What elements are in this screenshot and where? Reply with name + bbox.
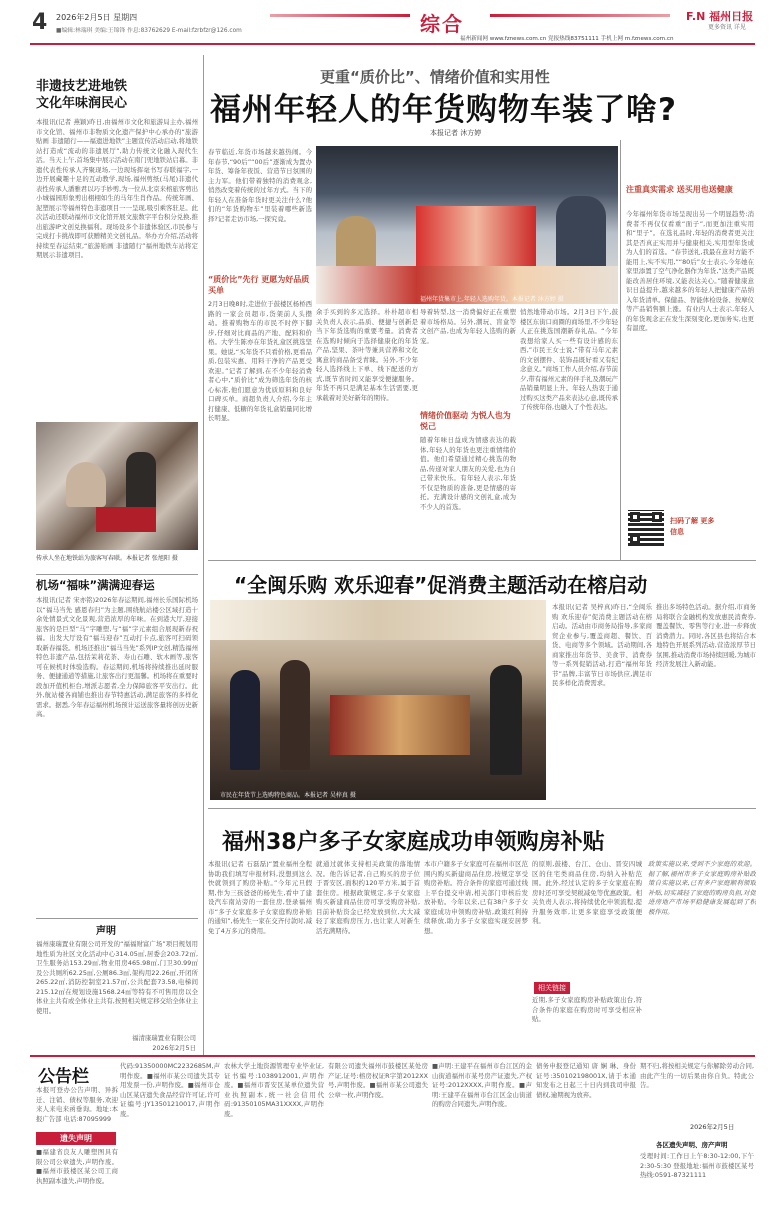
lead-photo-caption: 福州年货集市上,年轻人选购年货。本报记者 沐方婷 摄: [420, 296, 564, 303]
notice-col-3: 有限公司遗失福州市鼓楼区某处房产证,证号:榕房权证R字第2012XX号,声明作废。■福州市某公司遗失公章一枚,声明作废。: [328, 1062, 428, 1099]
notice-signature: 福清康瑞置业有限公司: [132, 1034, 196, 1042]
lead-byline: 本报记者 沐方婷: [430, 129, 482, 137]
newspaper-logo: F.N 福州日报: [686, 10, 754, 23]
mid-photo-caption: 市民在年货节上选购特色商品。本报记者 吴梓真 摄: [220, 792, 356, 799]
lead-body-col3b: 随着年味日益成为情感表达的载体,年轻人的年货也更注重情绪价值。他们希望通过精心挑选的物品,传递对家人朋友的关爱,也为自己带来快乐。有年轻人表示,年货不仅是物质的准备,更是情感的寄托。充满设计感的文创礼盒,成为不少人的首选。: [420, 436, 516, 511]
date-line: 2026年2月5日 星期四: [56, 13, 138, 22]
url-line: 福州新闻网 www.fznews.com.cn 党报热线83751111 手机上网 m.fznews.com.cn: [460, 36, 674, 42]
lead-body-col1: 春节临近,年货市场越来越热闹。今年春节,“90后”“00后”逐渐成为置办年货、筹备年夜饭、营造节日氛围的主力军。他们带着独特的消费观念,悄然改变着传统的过年方式。当下的年轻人在准备年货时更关注什么?他们的“年货购物车”里装着哪些新选择?记者走访市场,一探究竟。: [208, 148, 312, 223]
editor-line: ■编辑:林瑞琪 美编:王锦锋 作息:83762629 E-mail:fzrbfzr@126.com: [56, 28, 242, 34]
site-label: 更多资讯 详见: [708, 24, 746, 31]
related-link-label[interactable]: 相关链接: [534, 982, 570, 994]
notice-col-2: 农林大学土地资源管理专业毕业证,证书编号:1038912001,声明作废。■福州市晋安区某单位遗失营业执照副本,统一社会信用代码:91350105MA31XXXX,声明作废。: [224, 1062, 324, 1118]
lost-notice-body: ■福建省良友人雕塑图具有限公司公章遗失,声明作废。■福州市鼓楼区某公司工商执照副本遗失,声明作废。: [36, 1148, 118, 1185]
lead-title: 福州年轻人的年货购物车装了啥?: [210, 92, 677, 128]
page-number: 4: [32, 10, 48, 35]
notice-board-date: 2026年2月5日: [690, 1123, 735, 1131]
related-link-body: 近期,多子女家庭购房补贴政策出台,符合条件的家庭在购房时可享受相应补贴。: [532, 996, 642, 1023]
side-body: 今年福州年货市场呈现出另一个明显趋势:消费者不再仅仅看重“面子”,而更加注重实用和“里子”。在选礼品时,年轻的消费者更关注其是否真正实用并与健康相关,实用型年货成为人们的首选。“春节送礼,我最在意对方能不能用上,实不实用,”“80后”女士表示,今年她在家里添置了空气净化器作为年货,“这类产品既能改善居住环境,又能表达关心。”随着健康意识日益提升,越来越多的年轻人把健康产品纳入年货清单。保健品、智能体检设备、按摩仪等产品销售额上涨。有业内人士表示,年轻人的年货观念正在发生深刻变化,更加务实,也更有温度。: [626, 210, 754, 332]
lost-notice-title: 遗失声明: [36, 1132, 116, 1145]
lead-body-col1b: 2月3日晚8时,走进位于鼓楼区杨桥西路的一家会员超市,货架前人头攒动。推着购物车的市民不时停下脚步,仔细对比商品的产地、配料和价格。大学生陈亦在年货礼盒区挑选坚果。她说,“买年货不只看价格,更看品质,包装实惠、用料干净的产品更受欢迎。”记者了解到,在不少年轻消费者心中,“质价比”成为筛选年货的核心标准,他们愿意为优质原料和良好口碑买单。商超负责人介绍,今年主打健康、低糖的年货礼盒销量同比增长明显。: [208, 300, 312, 422]
notice-board-intro: 本报可登办公告声明、异拆迁、注销、债权等服务,欢迎来人来电来函垂询。地址:本报广告部 电话:87095999: [36, 1086, 118, 1123]
lead-body-col3: 导着转型,这一消费偏好正在重塑着市场格局。另外,潮玩、盲盒等文创产品,也成为年轻人选购的新宠。: [420, 308, 516, 345]
section-title: 综合: [420, 12, 464, 36]
lead-body-col2b: 余手买到的多元选择。朴朴超市相关负责人表示,品质、便捷与创新是当下年货选购的重要考量。消费者在选购时倾向于选择健康化的年货产品,坚果、茶叶等兼具营养和文化寓意的商品备受青睐。另外,不少年轻人选择线上下单、线下配送的方式,既节省时间又能享受便捷服务。年货不再只是满足基本生活需要,更承载着对美好新年的期待。: [316, 308, 418, 402]
left-story-photo: [36, 422, 198, 550]
lead-body-col4: 悄然地带动市场。2月3日下午,鼓楼区东街口商圈的商场里,不少年轻人正在挑选国潮新春礼品。“今年我想给家人买一些有设计感的东西,”市民王女士说,“带有马年元素的文创摆件、装饰品既好看又有纪念意义。”商场工作人员介绍,春节前夕,带有福州元素的伴手礼及潮玩产品销量明显上升。年轻人热衷于通过购买这类产品来表达心意,既传承了传统年俗,也融入了个性表达。: [520, 308, 618, 411]
mid-photo: [210, 600, 546, 800]
lead-photo: [316, 146, 618, 304]
notice-col-6: 期不归,将按相关规定与你解除劳动合同,由此产生的一切后果由你自负。特此公告。: [640, 1062, 754, 1089]
bottom-body-4: 的原则,鼓楼、台江、仓山、晋安四城区的住宅类商品住房,均纳入补贴范围。此外,经过认定的多子女家庭在购房时还可享受契税减免等优惠政策。相关负责人表示,将持续优化申领流程,提升服务效率,让更多家庭享受政策便利。: [532, 860, 642, 925]
mid-body-2: 推出多场特色活动。据介绍,市商务局将联合金融机构发放惠民消费券,覆盖餐饮、零售等行业,进一步释放消费潜力。同时,各区县也将结合本地特色开展系列活动,营造浓厚节日氛围,推动消费市场持续回暖,为城市经济发展注入新动能。: [656, 603, 756, 668]
qr-code[interactable]: [628, 510, 664, 546]
lead-subhead-2: 情绪价值驱动 为悦人也为悦己: [420, 411, 511, 431]
lead-subhead-1: “质价比”先行 更愿为好品质买单: [208, 275, 310, 295]
left-story-title: 非遗技艺进地铁 文化年味润民心: [36, 79, 128, 111]
left-photo-caption: 传承人坐在地铁站为旅客写春联。本报记者 张旭阳 摄: [36, 555, 178, 562]
mid-title: “全闽乐购 欢乐迎春”促消费主题活动在榕启动: [234, 573, 648, 597]
notice-board-title: 公告栏: [38, 1067, 89, 1087]
notice-date: 2026年2月5日: [152, 1044, 196, 1052]
bottom-body-2: 就通过就体支持相关政策的落地情况。他告诉记者,自己购买的房子位于晋安区,面积约120平方米,属于首套住房。根据政策规定,多子女家庭购买新建商品住房可享受购房补贴,目前补贴资金已经发放到位,大大减轻了家庭购房压力,也让家人对新生活充满期待。: [316, 860, 420, 935]
notice-right-body: 受理时间:工作日上午8:30-12:00,下午2:30-5:30 登报地址:福州市鼓楼区某号 热线:0591-87321111: [640, 1152, 754, 1179]
bottom-title: 福州38户多子女家庭成功申领购房补贴: [222, 830, 605, 855]
notice-right-label: 各区遗失声明、房产声明: [656, 1141, 728, 1149]
notice-body: 福州康瑞置业有限公司开发的“福福财富广场”项目规划用地性质为社区文化活动中心314.05㎡,居委会203.72㎡,卫生服务站153.29㎡,物业用房465.98㎡,门卫30.99㎡及公共厕所62.25㎡,公厕86.3㎡,架构用22.26㎡,开闭所265.22㎡,消防控制室21.57㎡,公共配套73.58,电梯间215.12㎡在规划设施1568.24㎡等特有不可售用房以全体业主共有或全体业主共有,按照相关规定移交给全体业主使用。: [36, 940, 198, 1015]
masthead: [30, 10, 755, 42]
notice-col-4: ■声明:王建平在福州市台江区的金山街道福州市某号房产证遗失,产权证号:2012XXXX,声明作废。■声明:王建平在福州市台江区金山街道的购房合同遗失,声明作废。: [432, 1062, 532, 1108]
left-story-body: 本报讯(记者 燕颖)昨日,由福州市文化和旅游局主办,福州市文化馆、福州市非物质文化遗产保护中心承办的“旅游贴画 非遗随行——福遗进地铁”主题宣传活动启动,将地铁站打造成“流动的非遗展厅”,助力传统文化融入现代生活。当天上午,首场集中展示活动在南门兜地铁站启幕。非遗代表性传承人齐聚现场,一边现场挥毫书写春联福字,一边开展藏趣十足的互动教学,现场,福州剪纸(马尾)非遗代表性传承人潘雅君以巧手妙剪,为一位从北京来榕旅客剪出小城福园形象剪出栩栩如生的马年生肖作品。传统年画、泥塑展示等福州特色非遗项目一一呈现,吸引乘客驻足。此次活动还联动福州市文化馆开展文旅数字平台积分兑换,推出旅游IP文创兑换福利。现场设多个非遗体验区,市民参与完成打卡挑战即可获赠精美文创礼品。举办方介绍,活动将持续至春运结束,“旅游贴画 非遗随行”福州地铁车站将定期展示非遗项目。: [36, 118, 198, 259]
side-subhead: 注重真实需求 送买用也送健康: [626, 185, 733, 194]
airport-story-body: 本报讯(记者 宋亦铭)2026年春运期间,福州长乐国际机场以“福马当先 感恩春归”为主题,围绕航站楼公区域打造十余处情景式文化景观,营造浓厚的年味。在到港大厅,迎接旅客的是巨型“马”字雕塑,与“福”字元素组合展现新春祝福。出发大厅设有“福马迎春”互动打卡点,旅客可扫码领取新春福袋。机场还推出“福马当先”系列IP文创,精选福州特色非遗产品,包括茉莉花茶、寿山石雕、软木画等,旅客可在候机时体验选购。春运期间,机场将持续推出延时服务、便捷通道等措施,让旅客出行更温馨。机场将在重要时段加开值机柜台,增派志愿者,全力保障旅客平安出行。此外,航站楼各商铺也推出春节特惠活动,满足旅客的多样化需求。据悉,今年春运福州机场预计运送旅客量将创历史新高。: [36, 596, 198, 718]
bottom-body-5: 政策实施以来,受到不少家庭的欢迎。据了解,福州市多子女家庭购房补贴政策自实施以来,已有多户家庭顺利领取补贴,切实减轻了家庭的购房负担,对促进房地产市场平稳健康发展起到了积极作用。: [648, 860, 756, 916]
mid-body-1: 本报讯(记者 吴梓真)昨日,“全闽乐购 欢乐迎春”促消费主题活动在榕启动。活动由市商务局指导,多家商贸企业参与,覆盖商超、餐饮、百货、电商等多个领域。活动期间,各商家推出年货节、美食节、消费券等一系列促销活动,打造“福州年货节”品牌,丰富节日市场供应,满足市民多样化消费需求。: [552, 603, 652, 687]
notice-col-5: 债务申报登记通知 唐 娴 琳、身份证号:350102198001X,请于本通知发布之日起三十日内到我司申报债权,逾期视为放弃。: [536, 1062, 636, 1099]
bottom-body-1: 本报讯(记者 石磊磊)“置业福州全程协助我们填写申报材料,没想到这么快就领到了购房补贴。”今年元旦假期,作为三孩爸爸的杨先生,看中了建设汽车南站旁的一套住房,登录福州市“多子女家庭多子女家庭购房补贴的通知”,杨先生一家在交齐付款时,减免了4万多元的费用。: [208, 860, 312, 935]
notice-col-1: 代码:91350000MC2232685M,声明作废。■福州市某公司遗失其专用发票一份,声明作废。■福州市仓山区某店遗失食品经营许可证,许可证编号:JY13501210017,声明作废。: [120, 1062, 220, 1118]
bottom-body-3: 本市户籍多子女家庭可在福州市区范围内购买新建商品住房,按规定享受购房补贴。符合条件的家庭可通过线上平台提交申请,相关部门审核后发放补贴。今年以来,已有38户多子女家庭成功申领购房补贴,政策红利持续释放,助力多子女家庭实现安居梦想。: [424, 860, 528, 935]
qr-label: 扫码了解 更多信息: [670, 517, 715, 536]
notice-title: 声明: [96, 926, 116, 937]
lead-kicker: 更重“质价比”、情绪价值和实用性: [320, 68, 550, 86]
airport-story-title: 机场“福味”满满迎春运: [36, 578, 155, 592]
